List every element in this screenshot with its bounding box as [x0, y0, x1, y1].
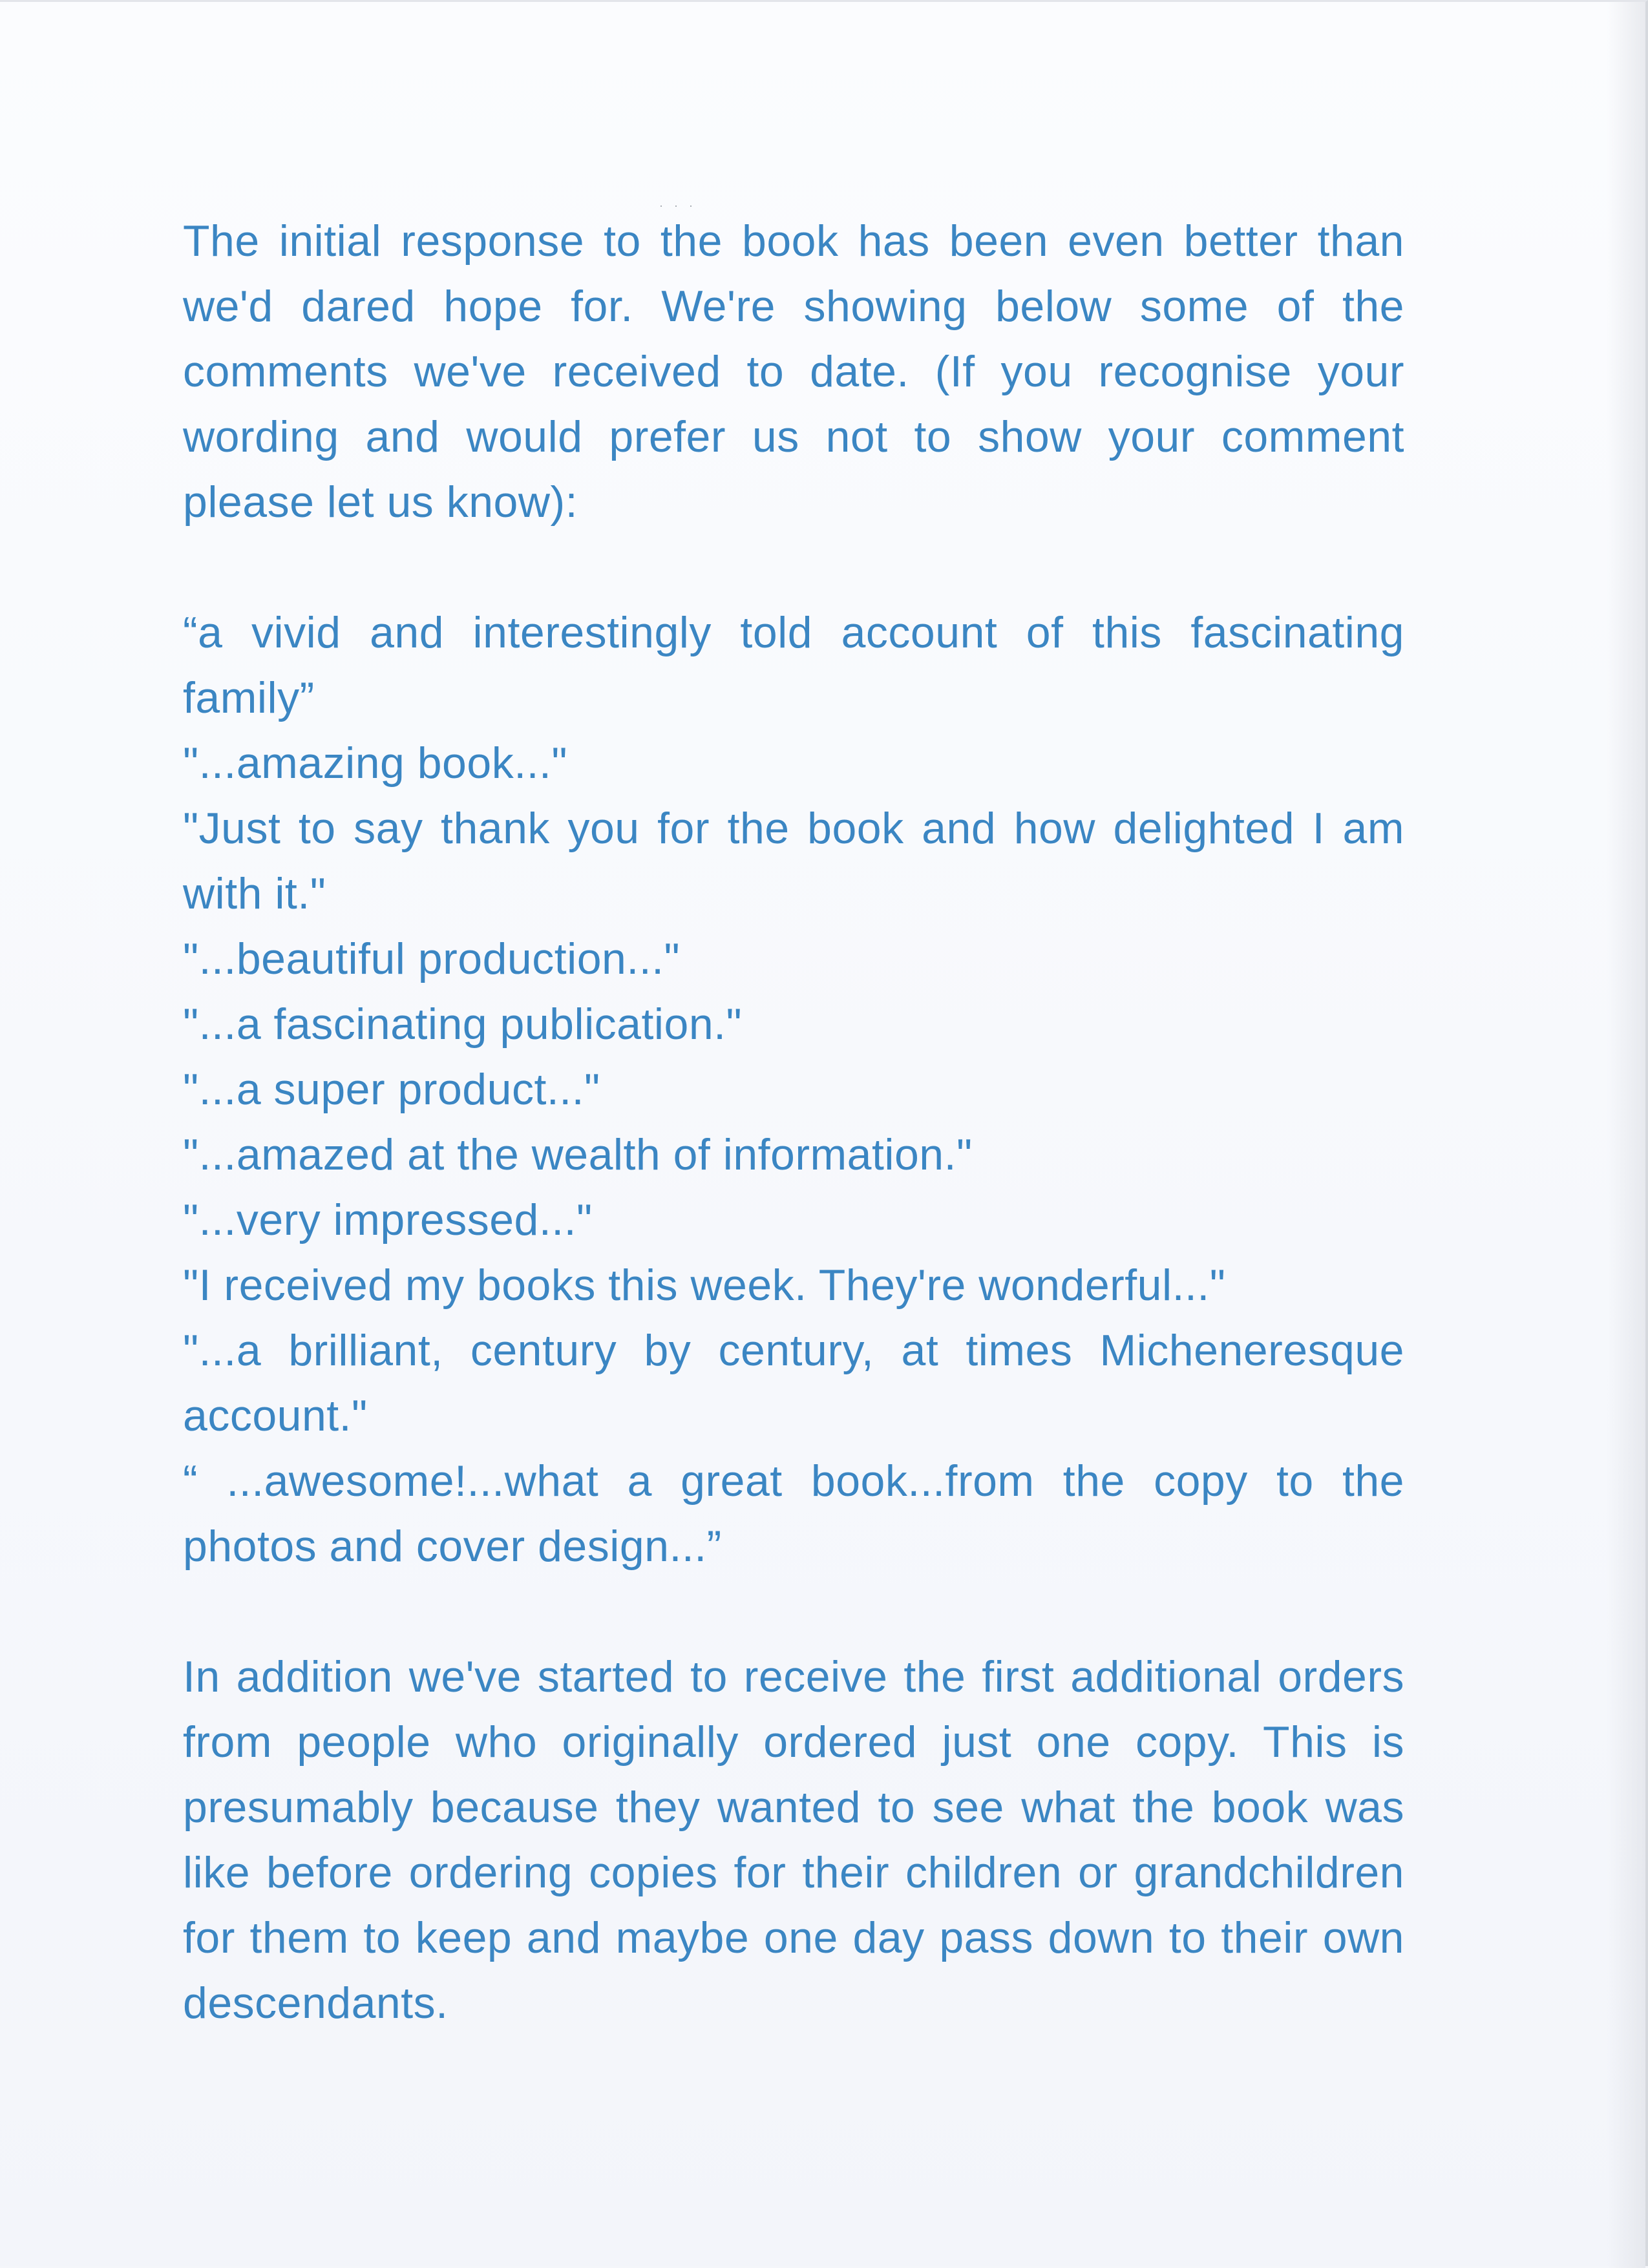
- quote-item: “a vivid and interestingly told account of this fascinating family”: [183, 608, 1404, 722]
- quote-item: "I received my books this week. They're wonderful...": [183, 1261, 1226, 1310]
- quote-item: "...a super product...": [183, 1065, 600, 1114]
- quote-item: "...very impressed...": [183, 1195, 593, 1244]
- paragraph-spacer: [183, 535, 1404, 600]
- scan-specks: · · ·: [659, 199, 697, 212]
- page-body: [183, 209, 1404, 2036]
- quote-item: "...amazed at the wealth of information.": [183, 1130, 973, 1179]
- quote-item: "Just to say thank you for the book and how delighted I am with it.": [183, 804, 1404, 918]
- scan-edge-shadow: [1607, 2, 1645, 2268]
- quote-list: [183, 600, 1404, 1579]
- quote-item: “ ...awesome!...what a great book...from the copy to the photos and cover design...”: [183, 1456, 1404, 1571]
- intro-paragraph: The initial response to the book has been even better than we'd dared hope for. We're showing below some of the comments we've received to date. (If you recognise your wording and would prefer us not to show your comment please let us know):: [183, 216, 1404, 527]
- closing-paragraph: In addition we've started to receive the first additional orders from people who originally ordered just one copy. This is presumably because they wanted to see what the book was like before ordering copies for their children or grandchildren for them to keep and maybe one day pass down to their own descendants.: [183, 1652, 1404, 2028]
- quote-item: "...a fascinating publication.": [183, 1000, 743, 1049]
- paragraph-spacer: [183, 1579, 1404, 1644]
- quote-item: "...a brilliant, century by century, at times Micheneresque account.": [183, 1326, 1404, 1440]
- quote-item: "...beautiful production...": [183, 934, 681, 983]
- quote-item: "...amazing book...": [183, 739, 568, 788]
